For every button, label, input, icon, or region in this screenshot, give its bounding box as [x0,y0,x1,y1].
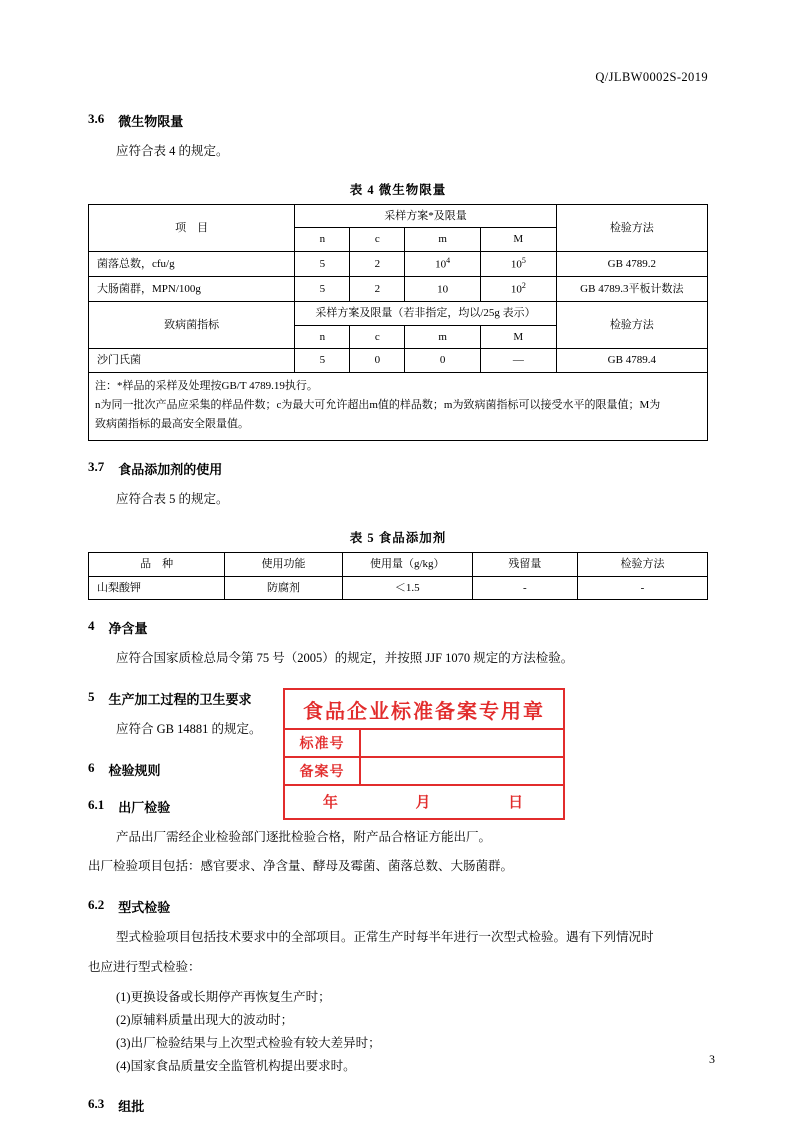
table-4-pathogen-header-c: c [350,325,405,349]
section-3-6-paragraph: 应符合表 4 的规定。 [116,144,229,158]
table-5-row-0-col-4: - [577,576,707,600]
section-title: 出厂检验 [118,799,171,815]
table-row [89,276,708,301]
section-title: 检验规则 [108,762,161,778]
table-row [89,349,708,373]
table-4-row-0-item: 菌落总数，cfu/g [89,251,295,276]
section-title: 食品添加剂的使用 [118,462,223,478]
section-title: 微生物限量 [118,114,184,129]
section-5-paragraph: 应符合 GB 14881 的规定。 [116,721,262,736]
table-4-row-0-method: GB 4789.2 [556,251,707,276]
table-4-header-pathogen: 致病菌指标 [89,302,295,349]
table-4-row-0-n: 5 [295,251,350,276]
section-heading-6-3 [88,1096,708,1115]
section-number: 3.7 [88,459,105,475]
section-3-7-paragraph: 应符合表 5 的规定。 [116,492,229,507]
table-4-header-sampling: 采样方案*及限量 [295,204,556,228]
table-4-header-M: M [481,228,557,252]
table-4-pathogen-row-0-M: — [481,349,557,373]
table-row [89,302,708,326]
table-4-header-pathogen-sampling: 采样方案及限量（若非指定，均以/25g 表示） [295,302,556,326]
table-4-note [89,372,708,441]
section-heading-6 [88,760,708,779]
table-4-row-1-n: 5 [295,276,350,301]
table-4-header-n: n [295,228,350,252]
table-4-pathogen-row-0-method: GB 4789.4 [556,349,707,373]
table-row [89,251,708,276]
section-heading-6-2 [88,897,708,916]
table-4-row-1-m: 10 [405,276,481,301]
section-6-1-paragraph-2: 出厂检验项目包括：感官要求、净含量、酵母及霉菌、菌落总数、大肠菌群。 [88,859,514,874]
page-number: 3 [709,1052,715,1066]
table-4-pathogen-header-m: m [405,325,481,349]
section-number: 6.2 [88,897,105,913]
table-4-header-m: m [405,228,481,252]
stamp-date-day: 日 [508,793,526,811]
table-5-header-4: 检验方法 [577,553,707,577]
table-4-header-c: c [350,228,405,252]
table-5-row-0-col-2: ＜1.5 [342,576,472,600]
table-5-row-0-col-1: 防腐剂 [225,576,343,600]
table-4-pathogen-row-0-item: 沙门氏菌 [89,349,295,373]
section-number: 5 [88,688,95,704]
stamp-title: 食品企业标准备案专用章 [285,690,563,730]
table-4-row-1-M: $10^2$ [481,276,557,301]
section-6-2-paragraph-2: 也应进行型式检验： [88,959,201,974]
table-4-caption: 表 4 微生物限量 [349,182,447,197]
table-5-header-0: 品 种 [89,553,225,577]
table-4-pathogen-header-M: M [481,325,557,349]
section-number: 3.6 [88,111,105,126]
section-heading-3-7 [88,459,708,478]
page-content [88,70,708,1122]
section-6-2-paragraph-1: 型式检验项目包括技术要求中的全部项目。正常生产时每半年进行一次型式检验。遇有下列情况时 [116,930,654,945]
table-5-row-0-col-0: 山梨酸钾 [89,576,225,600]
section-title: 生产加工过程的卫生要求 [108,691,252,707]
section-number: 6 [88,759,95,775]
table-4-row-0-c: 2 [350,251,405,276]
table-4-note-line-3: 致病菌指标的最高安全限量值。 [95,418,249,431]
table-4-pathogen-row-0-n: 5 [295,349,350,373]
section-heading-3-6 [88,111,708,130]
table-4-row-0-M: $10^5$ [481,251,557,276]
table-5-header-3: 残留量 [472,553,577,577]
table-row [89,204,708,228]
stamp-date-year: 年 [322,793,340,811]
section-6-1-paragraph-1: 产品出厂需经企业检验部门逐批检验合格，附产品合格证方能出厂。 [116,829,492,844]
list-item: (2)原辅料质量出现大的波动时； [116,1012,294,1027]
table-5-caption: 表 5 食品添加剂 [349,531,447,546]
table-4-header-method: 检验方法 [556,204,707,251]
table-row [89,372,708,441]
table-4-header-pathogen-method: 检验方法 [556,302,707,349]
table-4-header-item: 项 目 [89,204,295,251]
table-5-header-2: 使用量（g/kg） [342,553,472,577]
list-item: (1)更换设备或长期停产再恢复生产时； [116,989,331,1004]
table-4-row-0-m: $10^4$ [405,251,481,276]
section-number: 6.3 [88,1096,105,1112]
table-4-pathogen-row-0-c: 0 [350,349,405,373]
list-item: (3)出厂检验结果与上次型式检验有较大差异时； [116,1035,381,1050]
stamp-standard-number-label: 标准号 [285,730,361,756]
stamp-date-month: 月 [415,793,433,811]
table-row [89,576,708,600]
section-title: 型式检验 [118,900,171,916]
table-4-note-line-2: n为同一批次产品应采集的样品件数；c为最大可允许超出m值的样品数；m为致病菌指标可以接受水平的限量值；M为 [95,398,661,411]
section-title: 组批 [118,1099,145,1115]
list-item: (4)国家食品质量安全监管机构提出要求时。 [116,1058,356,1073]
table-5-row-0-col-3: - [472,576,577,600]
table-4-row-1-method: GB 4789.3平板计数法 [556,276,707,301]
section-heading-6-1 [88,797,708,816]
section-heading-5 [88,689,708,708]
table-5-food-additives [88,552,708,600]
section-title: 净含量 [108,621,148,637]
document-code: Q/JLBW0002S-2019 [595,70,708,84]
section-4-paragraph: 应符合国家质检总局令第 75 号（2005）的规定，并按照 JJF 1070 规定的方法检验。 [116,651,574,666]
table-4-microbial-limits [88,204,708,442]
table-row [89,553,708,577]
table-4-pathogen-header-n: n [295,325,350,349]
stamp-filing-number-label: 备案号 [285,758,361,784]
section-heading-4 [88,618,708,637]
table-5-header-1: 使用功能 [225,553,343,577]
section-number: 4 [88,618,95,634]
table-4-note-line-1: 注：*样品的采样及处理按GB/T 4789.19执行。 [95,379,318,392]
section-number: 6.1 [88,796,105,812]
table-4-row-1-item: 大肠菌群，MPN/100g [89,276,295,301]
table-4-pathogen-row-0-m: 0 [405,349,481,373]
table-4-row-1-c: 2 [350,276,405,301]
